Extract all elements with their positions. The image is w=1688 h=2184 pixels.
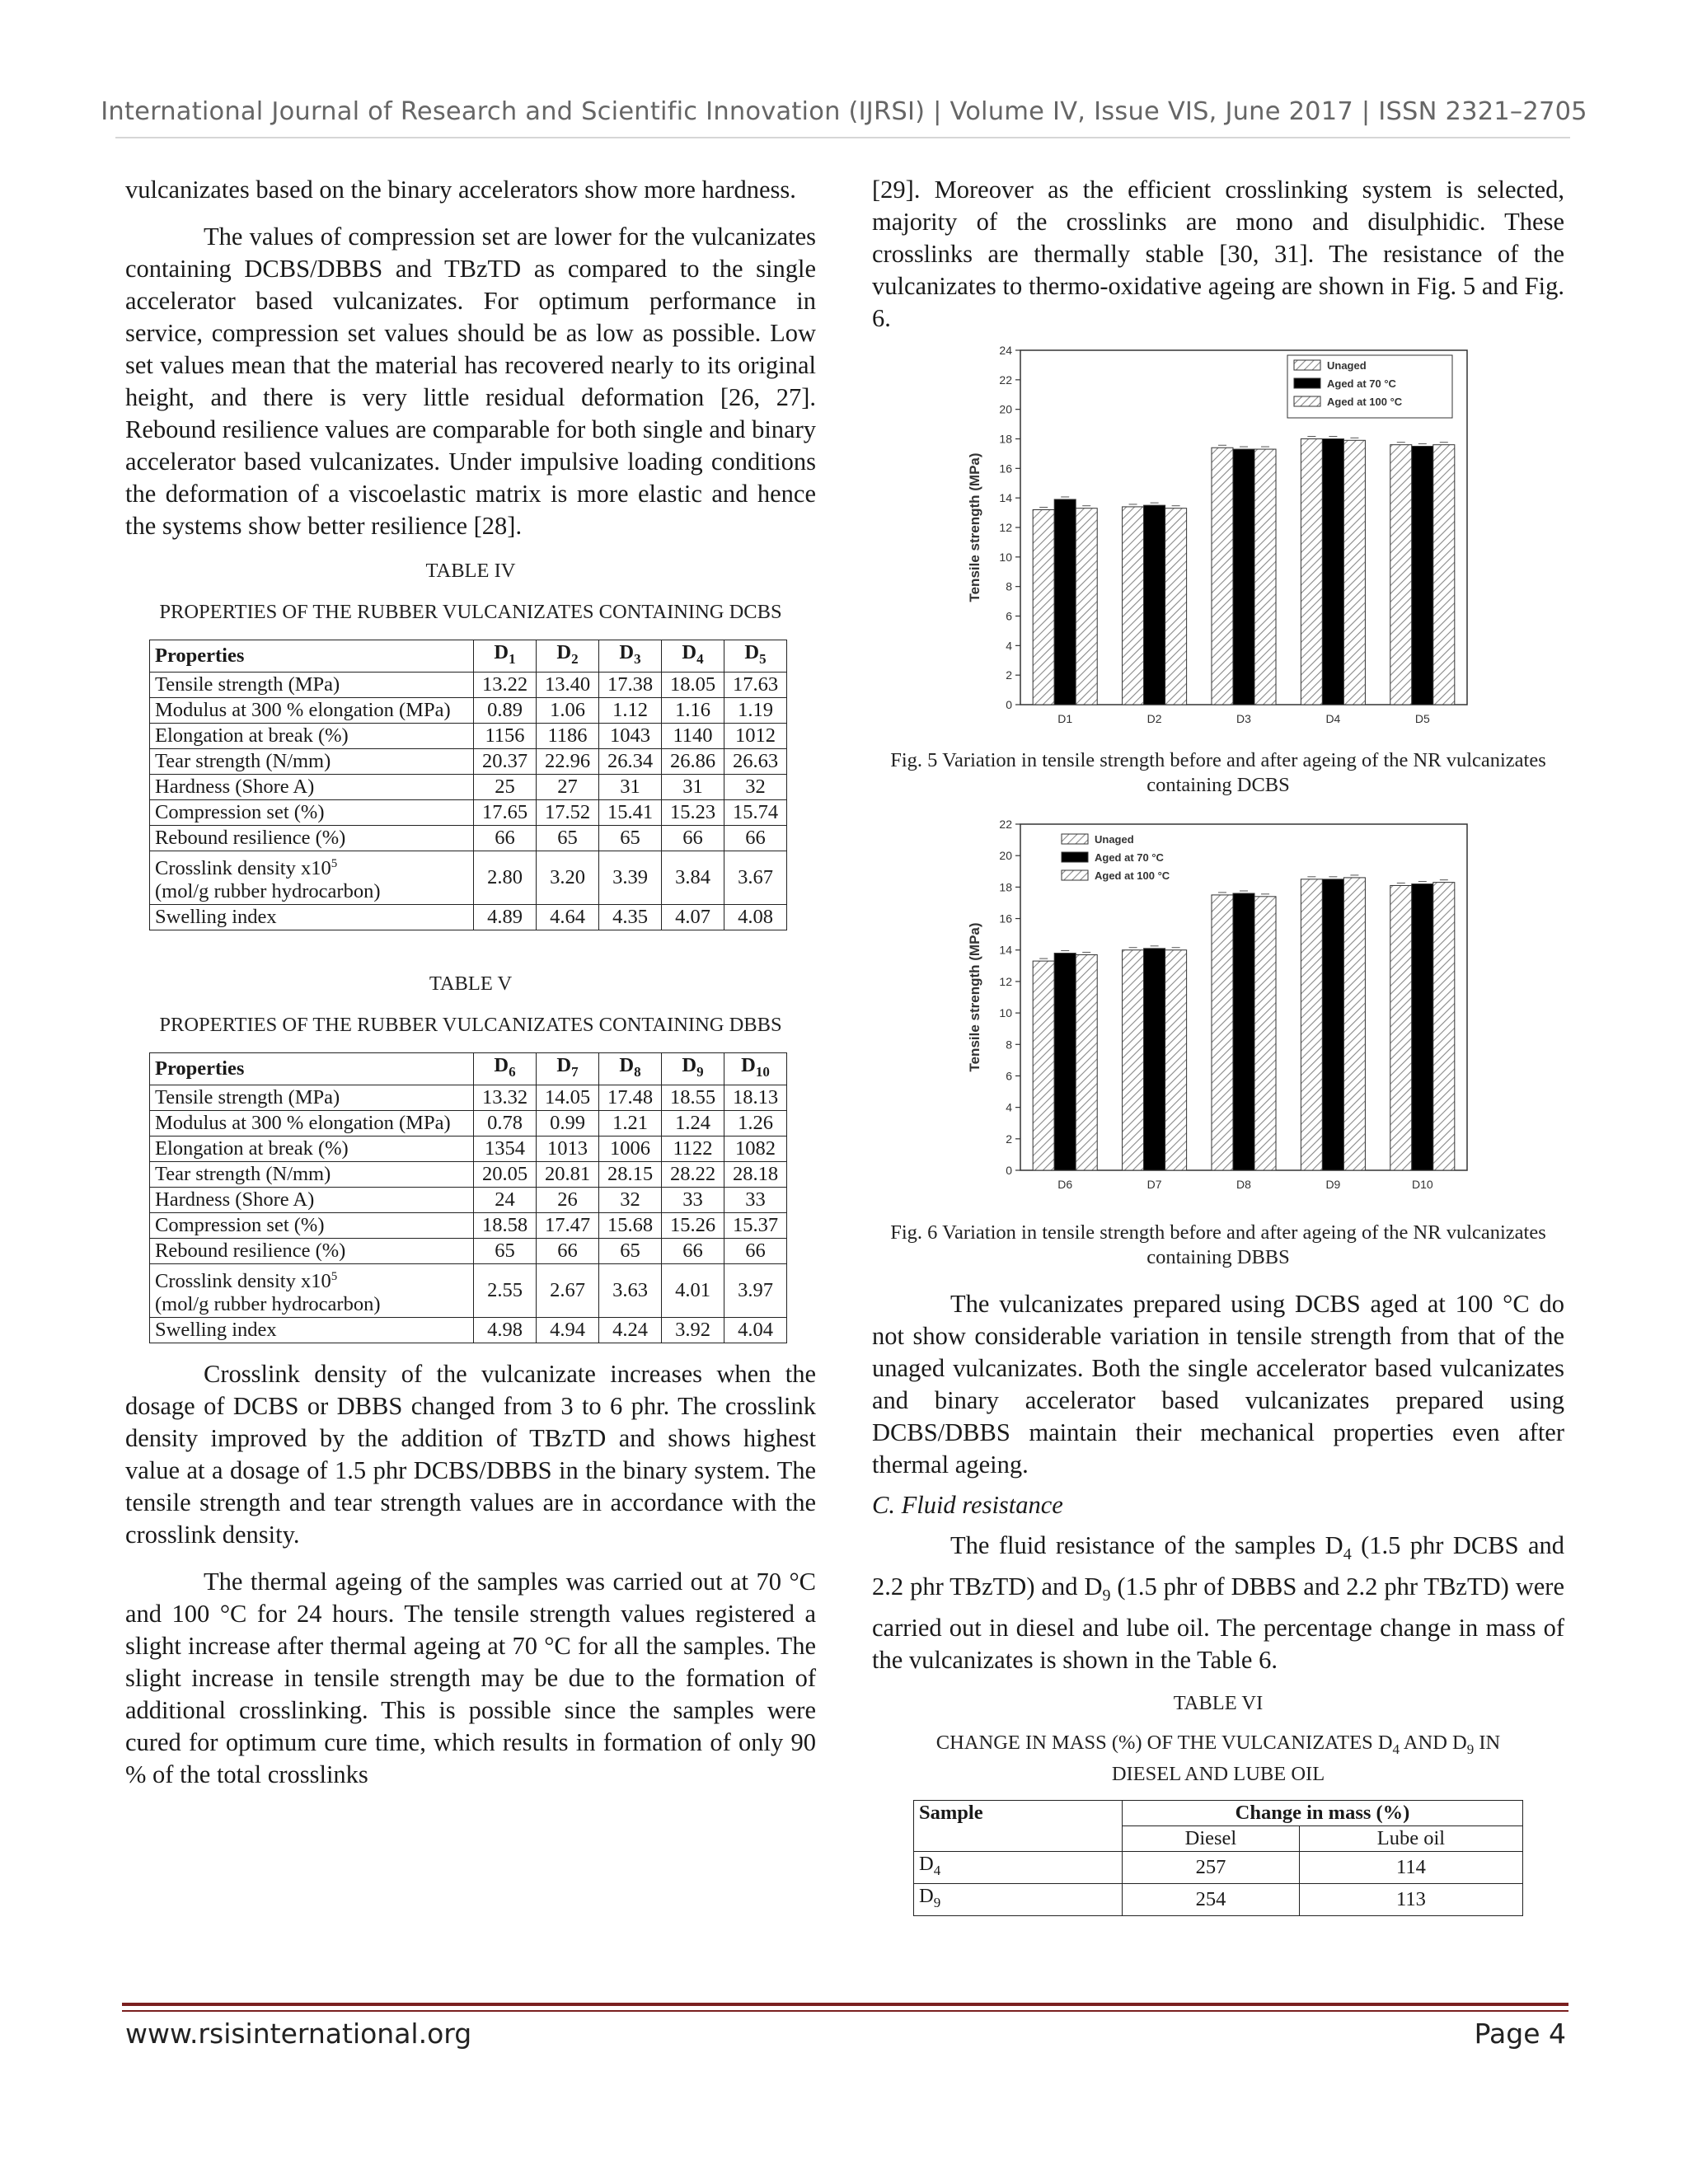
table-cell: 1.21 <box>599 1110 662 1136</box>
table-cell: 1.24 <box>662 1110 724 1136</box>
y-tick-label: 24 <box>999 344 1012 357</box>
table-cell: 32 <box>599 1187 662 1212</box>
table-cell: 1082 <box>724 1136 787 1161</box>
table-cell: 18.58 <box>474 1212 537 1238</box>
table-header-properties: Properties <box>150 1053 474 1085</box>
table-cell: 18.05 <box>662 672 724 697</box>
table-cell: 65 <box>537 825 599 851</box>
table-cell: 1043 <box>599 723 662 748</box>
table-row-label: Rebound resilience (%) <box>150 1238 474 1263</box>
bar <box>1033 510 1054 705</box>
table-cell: 26 <box>537 1187 599 1212</box>
table-cell: 3.63 <box>599 1263 662 1317</box>
bar <box>1233 449 1254 705</box>
table-cell: 0.89 <box>474 697 537 723</box>
table6-number: TABLE VI <box>1173 1692 1264 1715</box>
table-cell: 4.89 <box>474 905 537 930</box>
footer-divider <box>122 2003 1568 2006</box>
y-tick-label: 14 <box>999 943 1012 957</box>
y-tick-label: 2 <box>1006 668 1012 682</box>
table-cell: 15.74 <box>724 799 787 825</box>
table-cell: 26.86 <box>662 748 724 774</box>
bar <box>1233 893 1254 1170</box>
bar <box>1390 885 1412 1170</box>
table-cell: 0.99 <box>537 1110 599 1136</box>
table-cell: 17.48 <box>599 1085 662 1110</box>
legend-label: Aged at 70 °C <box>1327 377 1396 390</box>
legend-label: Aged at 100 °C <box>1327 396 1403 408</box>
table-cell: 4.07 <box>662 905 724 930</box>
table-cell: 17.52 <box>537 799 599 825</box>
table6-row <box>914 1883 1523 1915</box>
y-tick-label: 20 <box>999 849 1012 863</box>
table-row-label: Swelling index <box>150 905 474 930</box>
table-cell: 22.96 <box>537 748 599 774</box>
x-tick-label: D8 <box>1236 1178 1251 1191</box>
table-cell: 27 <box>537 774 599 799</box>
table5-title: PROPERTIES OF THE RUBBER VULCANIZATES CONTAINING DBBS <box>159 1014 782 1037</box>
table6-sample: $D_4$ <box>914 1852 1123 1884</box>
table-row <box>150 1110 787 1136</box>
y-axis-label: Tensile strength (MPa) <box>967 452 982 602</box>
y-tick-label: 10 <box>999 550 1012 564</box>
y-tick-label: 22 <box>999 818 1012 831</box>
table-cell: 4.08 <box>724 905 787 930</box>
table-row <box>150 1318 787 1343</box>
table-cell: 1122 <box>662 1136 724 1161</box>
bar <box>1390 445 1412 705</box>
y-tick-label: 14 <box>999 491 1012 505</box>
table6-title: CHANGE IN MASS (%) OF THE VULCANIZATES $D_4$ AND $D_9$ IN DIESEL AND LUBE OIL <box>935 1732 1501 1786</box>
table4 <box>149 640 787 930</box>
table-row <box>150 723 787 748</box>
table-row <box>150 1238 787 1263</box>
table-cell: 1.06 <box>537 697 599 723</box>
table-row <box>150 1085 787 1110</box>
table6 <box>913 1800 1523 1916</box>
y-tick-label: 20 <box>999 402 1012 416</box>
bar <box>1123 507 1144 705</box>
table-row-label: Hardness (Shore A) <box>150 774 474 799</box>
table-row <box>150 1212 787 1238</box>
table6-header-change: Change in mass (%) <box>1123 1801 1523 1826</box>
table-cell: 15.37 <box>724 1212 787 1238</box>
bar <box>1076 954 1097 1170</box>
legend-label: Aged at 100 °C <box>1095 869 1170 882</box>
table-row-label: Tensile strength (MPa) <box>150 672 474 697</box>
left-paragraph-1: vulcanizates based on the binary accelerators show more hardness. <box>125 176 796 204</box>
table-cell: 26.34 <box>599 748 662 774</box>
table-row-label: Elongation at break (%) <box>150 723 474 748</box>
table6-row <box>914 1852 1523 1884</box>
bar <box>1322 439 1343 705</box>
table-cell: 66 <box>662 825 724 851</box>
table-cell: 1.12 <box>599 697 662 723</box>
table-header-sample: $D_2$ <box>537 640 599 673</box>
table-row-label: Crosslink density $x10^5$ (mol/g rubber hydrocarbon) <box>150 1263 474 1317</box>
table-header-sample: $D_8$ <box>599 1053 662 1085</box>
table-cell: 33 <box>724 1187 787 1212</box>
table-row <box>150 851 787 904</box>
table-cell: 1354 <box>474 1136 537 1161</box>
table-cell: 3.39 <box>599 851 662 904</box>
table-cell: 3.97 <box>724 1263 787 1317</box>
table-header-sample: $D_{10}$ <box>724 1053 787 1085</box>
table-header-sample: $D_6$ <box>474 1053 537 1085</box>
table4-title: PROPERTIES OF THE RUBBER VULCANIZATES CONTAINING DCBS <box>159 601 782 623</box>
table6-diesel: 254 <box>1123 1883 1300 1915</box>
table-cell: 17.65 <box>474 799 537 825</box>
table-row-label: Crosslink density $x10^5$ (mol/g rubber hydrocarbon) <box>150 851 474 904</box>
y-tick-label: 12 <box>999 974 1012 988</box>
journal-header: International Journal of Research and Scientific Innovation (IJRSI) | Volume IV, Issue VIS, June 2017 | ISSN 2321–2705 <box>101 97 1587 126</box>
table-row <box>150 1136 787 1161</box>
bar <box>1343 878 1365 1170</box>
table-cell: 26.63 <box>724 748 787 774</box>
right-paragraph-2: The vulcanizates prepared using DCBS aged at 100 °C do not show considerable variation in tensile strength from that of the unaged vulcanizates. Both the single accelerator based vulcanizates and binary accelerator based vulcanizates prepared using DCBS/DBBS maintain their mechanical properties even after thermal ageing. <box>872 1290 1564 1479</box>
table-cell: 15.26 <box>662 1212 724 1238</box>
bar <box>1301 879 1322 1170</box>
bar <box>1322 879 1343 1170</box>
y-tick-label: 6 <box>1006 1069 1012 1083</box>
right-column-lower <box>872 1288 1564 1916</box>
table-cell: 31 <box>599 774 662 799</box>
bar <box>1212 895 1233 1170</box>
y-tick-label: 18 <box>999 432 1012 446</box>
table6-header-diesel: Diesel <box>1123 1826 1300 1852</box>
x-tick-label: D10 <box>1411 1178 1433 1191</box>
table-cell: 4.01 <box>662 1263 724 1317</box>
y-tick-label: 2 <box>1006 1132 1012 1146</box>
bar <box>1165 509 1187 705</box>
table-row-label: Elongation at break (%) <box>150 1136 474 1161</box>
table-cell: 66 <box>662 1238 724 1263</box>
table-cell: 33 <box>662 1187 724 1212</box>
table-cell: 20.05 <box>474 1161 537 1187</box>
table-cell: 17.38 <box>599 672 662 697</box>
table-cell: 3.20 <box>537 851 599 904</box>
table6-header-lube: Lube oil <box>1299 1826 1522 1852</box>
table6-lube: 114 <box>1299 1852 1522 1884</box>
legend-swatch <box>1062 834 1088 844</box>
table-row <box>150 825 787 851</box>
bar <box>1076 509 1097 705</box>
table-cell: 32 <box>724 774 787 799</box>
bar <box>1433 445 1455 705</box>
x-tick-label: D9 <box>1325 1178 1341 1191</box>
table-cell: 28.18 <box>724 1161 787 1187</box>
y-tick-label: 0 <box>1006 698 1012 711</box>
right-paragraph-1: [29]. Moreover as the efficient crosslinking system is selected, majority of the crosslinks are mono and disulphidic. These crosslinks are thermally stable [30, 31]. The resistance of the vulcanizates to thermo-oxidative ageing are shown in Fig. 5 and Fig. 6. <box>872 176 1564 332</box>
table-row-label: Hardness (Shore A) <box>150 1187 474 1212</box>
table-cell: 28.22 <box>662 1161 724 1187</box>
table-row <box>150 1161 787 1187</box>
table-header-sample: $D_3$ <box>599 640 662 673</box>
bar <box>1343 440 1365 705</box>
table6-header-sample: Sample <box>914 1801 1123 1852</box>
legend-label: Unaged <box>1327 359 1367 372</box>
table-cell: 2.80 <box>474 851 537 904</box>
header-divider <box>115 137 1570 138</box>
table-cell: 20.37 <box>474 748 537 774</box>
table-cell: 15.23 <box>662 799 724 825</box>
x-tick-label: D6 <box>1057 1178 1073 1191</box>
table-cell: 13.32 <box>474 1085 537 1110</box>
table-row <box>150 799 787 825</box>
x-tick-label: D1 <box>1057 712 1073 725</box>
table-cell: 13.40 <box>537 672 599 697</box>
y-tick-label: 18 <box>999 880 1012 894</box>
bar <box>1254 449 1276 705</box>
table-cell: 15.68 <box>599 1212 662 1238</box>
bar <box>1144 949 1165 1170</box>
table-cell: 1012 <box>724 723 787 748</box>
table-header-sample: $D_5$ <box>724 640 787 673</box>
table-cell: 4.24 <box>599 1318 662 1343</box>
table6-sample: $D_9$ <box>914 1883 1123 1915</box>
bar <box>1212 448 1233 705</box>
table-row <box>150 1263 787 1317</box>
table-cell: 1156 <box>474 723 537 748</box>
bar <box>1165 950 1187 1170</box>
bar <box>1033 961 1054 1170</box>
table-cell: 2.67 <box>537 1263 599 1317</box>
x-tick-label: D7 <box>1146 1178 1162 1191</box>
table-cell: 25 <box>474 774 537 799</box>
table-row-label: Swelling index <box>150 1318 474 1343</box>
table-cell: 3.84 <box>662 851 724 904</box>
table-header-row <box>150 640 787 673</box>
table-cell: 1.19 <box>724 697 787 723</box>
footer-website: www.rsisinternational.org <box>125 2018 472 2050</box>
table-cell: 66 <box>474 825 537 851</box>
table-header-sample: $D_4$ <box>662 640 724 673</box>
table-cell: 66 <box>537 1238 599 1263</box>
table6-diesel: 257 <box>1123 1852 1300 1884</box>
right-paragraph-3: The fluid resistance of the samples $D_4$ (1.5 phr DCBS and 2.2 phr TBzTD) and $D_9$ (1.5 phr of DBBS and 2.2 phr TBzTD) were carried out in diesel and lube oil. The percentage change in mass of the vulcanizates is shown in the Table 6. <box>872 1531 1564 1675</box>
y-tick-label: 0 <box>1006 1164 1012 1177</box>
table-cell: 4.94 <box>537 1318 599 1343</box>
table-cell: 18.55 <box>662 1085 724 1110</box>
table-row-label: Modulus at 300 % elongation (MPa) <box>150 1110 474 1136</box>
y-tick-label: 6 <box>1006 609 1012 623</box>
fig6-chart <box>956 816 1484 1203</box>
bar <box>1412 884 1433 1170</box>
table-cell: 1013 <box>537 1136 599 1161</box>
legend-swatch <box>1062 870 1088 880</box>
table-cell: 4.04 <box>724 1318 787 1343</box>
right-column <box>872 174 1564 335</box>
x-tick-label: D2 <box>1146 712 1162 725</box>
legend-swatch <box>1294 396 1320 406</box>
table-row-label: Tensile strength (MPa) <box>150 1085 474 1110</box>
table-row-label: Rebound resilience (%) <box>150 825 474 851</box>
table-cell: 1006 <box>599 1136 662 1161</box>
left-paragraph-4: The thermal ageing of the samples was carried out at 70 °C and 100 °C for 24 hours. The tensile strength values registered a slight increase after thermal ageing at 70 °C for all the samples. The slight increase in tensile strength may be due to the formation of additional crosslinking. This is possible since the samples were cured for optimum cure time, which results in formation of only 90 % of the total crosslinks <box>125 1568 816 1789</box>
fig6-caption: Fig. 6 Variation in tensile strength before and after ageing of the NR vulcanizates containing DBBS <box>890 1221 1546 1268</box>
bar <box>1144 505 1165 705</box>
table-cell: 4.98 <box>474 1318 537 1343</box>
table-cell: 65 <box>474 1238 537 1263</box>
bar <box>1123 950 1144 1170</box>
table-header-properties: Properties <box>150 640 474 673</box>
footer-divider-thin <box>122 2010 1568 2012</box>
legend-swatch <box>1294 378 1320 388</box>
table-header-sample: $D_9$ <box>662 1053 724 1085</box>
table-cell: 1.16 <box>662 697 724 723</box>
bar <box>1054 499 1076 705</box>
table5 <box>149 1052 787 1343</box>
table-cell: 4.64 <box>537 905 599 930</box>
table-cell: 3.67 <box>724 851 787 904</box>
bar <box>1254 897 1276 1170</box>
table-cell: 1186 <box>537 723 599 748</box>
fig5-caption: Fig. 5 Variation in tensile strength before and after ageing of the NR vulcanizates containing DCBS <box>890 749 1546 796</box>
bar <box>1301 439 1322 705</box>
table-cell: 66 <box>724 1238 787 1263</box>
table-row-label: Tear strength (N/mm) <box>150 1161 474 1187</box>
y-tick-label: 16 <box>999 462 1012 476</box>
y-tick-label: 8 <box>1006 1038 1012 1052</box>
table-header-sample: $D_7$ <box>537 1053 599 1085</box>
left-paragraph-3: Crosslink density of the vulcanizate increases when the dosage of DCBS or DBBS changed from 3 to 6 phr. The crosslink density improved by the addition of TBzTD and shows highest value at a dosage of 1.5 phr DCBS/DBBS in the binary system. The tensile strength and tear strength values are in accordance with the crosslink density. <box>125 1360 816 1549</box>
left-column <box>125 174 816 1791</box>
table-cell: 28.15 <box>599 1161 662 1187</box>
table-row <box>150 748 787 774</box>
table-cell: 65 <box>599 825 662 851</box>
y-tick-label: 8 <box>1006 579 1012 593</box>
table-row <box>150 697 787 723</box>
table-row <box>150 774 787 799</box>
table-header-sample: $D_1$ <box>474 640 537 673</box>
table-row-label: Compression set (%) <box>150 799 474 825</box>
table-cell: 17.63 <box>724 672 787 697</box>
y-tick-label: 22 <box>999 373 1012 387</box>
table-cell: 65 <box>599 1238 662 1263</box>
table-cell: 0.78 <box>474 1110 537 1136</box>
section-heading-fluid: C. Fluid resistance <box>872 1491 1063 1519</box>
bar <box>1412 446 1433 705</box>
legend-label: Unaged <box>1095 833 1134 846</box>
table-cell: 1.26 <box>724 1110 787 1136</box>
table-row <box>150 672 787 697</box>
table-cell: 66 <box>724 825 787 851</box>
table-row-label: Tear strength (N/mm) <box>150 748 474 774</box>
table-row-label: Modulus at 300 % elongation (MPa) <box>150 697 474 723</box>
y-tick-label: 4 <box>1006 1100 1012 1114</box>
table-cell: 3.92 <box>662 1318 724 1343</box>
y-tick-label: 16 <box>999 912 1012 926</box>
table-cell: 13.22 <box>474 672 537 697</box>
table-cell: 15.41 <box>599 799 662 825</box>
table-cell: 24 <box>474 1187 537 1212</box>
table-cell: 18.13 <box>724 1085 787 1110</box>
legend-swatch <box>1294 360 1320 370</box>
table-row <box>150 1187 787 1212</box>
y-tick-label: 10 <box>999 1006 1012 1020</box>
legend-label: Aged at 70 °C <box>1095 851 1164 864</box>
x-tick-label: D4 <box>1325 712 1341 725</box>
bar <box>1433 883 1455 1170</box>
table-row <box>150 905 787 930</box>
y-tick-label: 4 <box>1006 639 1012 653</box>
bar <box>1054 954 1076 1170</box>
table-cell: 1140 <box>662 723 724 748</box>
table-cell: 14.05 <box>537 1085 599 1110</box>
x-tick-label: D5 <box>1414 712 1430 725</box>
table4-number: TABLE IV <box>425 560 516 582</box>
y-tick-label: 12 <box>999 521 1012 534</box>
table-cell: 4.35 <box>599 905 662 930</box>
table5-number: TABLE V <box>429 972 513 996</box>
table-header-row <box>150 1053 787 1085</box>
table-cell: 31 <box>662 774 724 799</box>
legend-swatch <box>1062 852 1088 862</box>
footer-page-number: Page 4 <box>1474 2018 1566 2050</box>
y-axis-label: Tensile strength (MPa) <box>967 922 982 1072</box>
table6-lube: 113 <box>1299 1883 1522 1915</box>
table-row-label: Compression set (%) <box>150 1212 474 1238</box>
x-tick-label: D3 <box>1236 712 1251 725</box>
table-cell: 17.47 <box>537 1212 599 1238</box>
fig5-chart <box>956 342 1484 738</box>
table-cell: 20.81 <box>537 1161 599 1187</box>
left-paragraph-2: The values of compression set are lower for the vulcanizates containing DCBS/DBBS and TBzTD as compared to the single accelerator based vulcanizates. For optimum performance in service, compression set values should be as low as possible. Low set values mean that the material has recovered nearly to its original height, and there is very little residual deformation [26, 27]. Rebound resilience values are comparable for both single and binary accelerator based vulcanizates. Under impulsive loading conditions the deformation of a viscoelastic matrix is more elastic and hence the systems show better resilience [28]. <box>125 223 816 540</box>
table-cell: 2.55 <box>474 1263 537 1317</box>
